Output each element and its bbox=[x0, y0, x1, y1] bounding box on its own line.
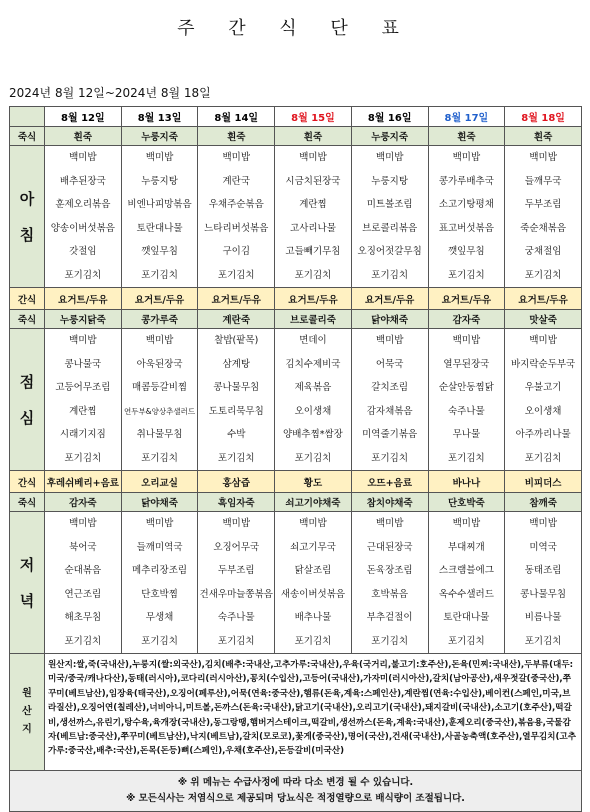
morning-snack-row-cell: 요거트/두유 bbox=[121, 288, 198, 310]
afternoon-snack-row-cell: 바나나 bbox=[428, 471, 505, 493]
lunch-porridge-row-cell: 브로콜리죽 bbox=[275, 310, 352, 329]
menu-item: 무나물 bbox=[452, 429, 481, 440]
lunch-row-day-4 bbox=[275, 329, 352, 471]
menu-item: 양배추찜*쌈장 bbox=[283, 429, 343, 440]
menu-item: 옥수수샐러드 bbox=[438, 588, 494, 600]
menu-item: 우불고기 bbox=[524, 382, 562, 393]
menu-item: 도토리묵무침 bbox=[208, 405, 264, 417]
menu-item: 백미밥 bbox=[452, 152, 481, 163]
breakfast-row-day-2 bbox=[121, 146, 198, 288]
morning-snack-row bbox=[10, 288, 582, 310]
menu-item: 근대된장국 bbox=[366, 541, 413, 553]
morning-snack-row-cell: 요거트/두유 bbox=[198, 288, 275, 310]
lunch-porridge-row-cell: 감자죽 bbox=[428, 310, 505, 329]
menu-item: 아욱된장국 bbox=[136, 358, 183, 370]
lunch-row-day-6 bbox=[428, 329, 505, 471]
menu-item: 궁채절임 bbox=[524, 246, 562, 257]
origin-label: 원 산 지 bbox=[10, 654, 45, 771]
lunch-porridge-row-cell: 맛살죽 bbox=[505, 310, 582, 329]
lunch-row-day-7 bbox=[505, 329, 582, 471]
menu-item: 느타리버섯볶음 bbox=[204, 222, 269, 234]
day-header-2: 8월 13일 bbox=[121, 107, 198, 127]
menu-item: 미역국 bbox=[529, 541, 557, 553]
menu-item: 숙주나물 bbox=[448, 405, 485, 417]
dinner-porridge-row-label: 죽식 bbox=[10, 493, 45, 512]
afternoon-snack-row-cell: 후레쉬베리+음료 bbox=[45, 471, 122, 493]
morning-snack-row-cell: 요거트/두유 bbox=[351, 288, 428, 310]
menu-item: 깻잎무침 bbox=[448, 246, 485, 257]
menu-item: 연근조림 bbox=[64, 588, 102, 600]
menu-item: 들깨무국 bbox=[524, 175, 562, 187]
menu-item: 배추된장국 bbox=[59, 175, 106, 187]
breakfast-row-label: 아 침 bbox=[10, 146, 45, 288]
dinner-row bbox=[10, 512, 582, 654]
menu-item: 백미밥 bbox=[452, 518, 481, 529]
menu-item: 오이생채 bbox=[294, 405, 332, 417]
menu-item: 고들빼기무침 bbox=[285, 246, 341, 257]
morning-snack-row-cell: 요거트/두유 bbox=[275, 288, 352, 310]
menu-item: 무생채 bbox=[145, 612, 174, 623]
menu-item: 계란국 bbox=[222, 175, 251, 187]
menu-item: 토란대나물 bbox=[136, 222, 183, 234]
menu-item: 오징어젓갈무침 bbox=[357, 246, 422, 257]
menu-item: 콩가루배추국 bbox=[438, 175, 494, 187]
menu-item: 브로콜리볶음 bbox=[362, 222, 418, 234]
menu-item: 비엔나피망볶음 bbox=[127, 199, 192, 210]
menu-item: 두부조림 bbox=[217, 565, 255, 576]
menu-item: 죽순채볶음 bbox=[520, 222, 567, 234]
day-header-6: 8월 17일 bbox=[428, 107, 505, 127]
menu-item: 포기김치 bbox=[141, 452, 178, 464]
menu-item: 포기김치 bbox=[294, 269, 332, 281]
menu-item: 훈제오리볶음 bbox=[55, 199, 111, 210]
menu-item: 포기김치 bbox=[64, 269, 102, 281]
menu-item: 미트볼조림 bbox=[366, 199, 413, 210]
menu-item: 백미밥 bbox=[222, 518, 251, 529]
menu-item: 백미밥 bbox=[375, 152, 404, 163]
weekly-menu-table bbox=[9, 106, 582, 812]
breakfast-row-day-5 bbox=[351, 146, 428, 288]
menu-item: 닭살조림 bbox=[294, 565, 332, 576]
afternoon-snack-row-label: 간식 bbox=[10, 471, 45, 493]
origin-row bbox=[10, 654, 582, 771]
menu-item: 제육볶음 bbox=[294, 382, 332, 393]
day-header-row bbox=[10, 107, 582, 127]
breakfast-porridge-row-cell: 누룽지죽 bbox=[351, 127, 428, 146]
menu-item: 백미밥 bbox=[69, 518, 97, 529]
breakfast-porridge-row-label: 죽식 bbox=[10, 127, 45, 146]
breakfast-porridge-row-cell: 흰죽 bbox=[198, 127, 275, 146]
menu-item: 백미밥 bbox=[145, 152, 174, 163]
menu-item: 찰밥(팥목) bbox=[214, 335, 259, 346]
lunch-row-day-2 bbox=[121, 329, 198, 471]
morning-snack-row-cell: 요거트/두유 bbox=[45, 288, 122, 310]
menu-item: 계란찜 bbox=[299, 199, 327, 210]
menu-item: 포기김치 bbox=[524, 452, 562, 464]
menu-item: 계란찜 bbox=[69, 405, 97, 417]
dinner-porridge-row bbox=[10, 493, 582, 512]
menu-item: 포기김치 bbox=[524, 269, 562, 281]
menu-item: 부대찌개 bbox=[448, 541, 485, 553]
corner-cell bbox=[10, 107, 45, 127]
menu-item: 단호박찜 bbox=[141, 588, 178, 600]
lunch-porridge-row bbox=[10, 310, 582, 329]
morning-snack-row-label: 간식 bbox=[10, 288, 45, 310]
menu-item: 들깨미역국 bbox=[136, 541, 183, 553]
menu-item: 갈치조림 bbox=[371, 382, 409, 393]
lunch-row-day-5 bbox=[351, 329, 428, 471]
menu-item: 바지락순두부국 bbox=[510, 358, 576, 370]
morning-snack-row-cell: 요거트/두유 bbox=[428, 288, 505, 310]
date-range: 2024년 8월 12일~2024년 8월 18일 bbox=[9, 86, 211, 100]
menu-item: 포기김치 bbox=[448, 269, 485, 281]
breakfast-row-day-6 bbox=[428, 146, 505, 288]
menu-item: 오이생채 bbox=[524, 405, 562, 417]
breakfast-row-day-1 bbox=[45, 146, 122, 288]
lunch-porridge-row-cell: 콩가루죽 bbox=[121, 310, 198, 329]
breakfast-porridge-row-cell: 흰죽 bbox=[275, 127, 352, 146]
menu-item: 호박볶음 bbox=[371, 588, 409, 600]
dinner-row-day-2 bbox=[121, 512, 198, 654]
afternoon-snack-row-cell: 홍삼즙 bbox=[198, 471, 275, 493]
dinner-row-day-3 bbox=[198, 512, 275, 654]
menu-item: 숙주나물 bbox=[217, 612, 255, 623]
menu-item: 스크램블에그 bbox=[438, 565, 494, 576]
breakfast-row-day-7 bbox=[505, 146, 582, 288]
menu-item: 포기김치 bbox=[294, 452, 332, 464]
menu-item: 포기김치 bbox=[448, 452, 485, 464]
menu-item: 양송이버섯볶음 bbox=[50, 222, 115, 234]
lunch-porridge-row-cell: 닭야채죽 bbox=[351, 310, 428, 329]
menu-item: 백미밥 bbox=[529, 335, 557, 346]
menu-item: 콩나물무침 bbox=[213, 382, 260, 393]
day-header-3: 8월 14일 bbox=[198, 107, 275, 127]
breakfast-porridge-row-cell: 흰죽 bbox=[45, 127, 122, 146]
menu-item: 포기김치 bbox=[141, 269, 178, 281]
dinner-row-day-6 bbox=[428, 512, 505, 654]
menu-item: 연두부&양상추샐러드 bbox=[124, 406, 196, 416]
menu-item: 취나물무침 bbox=[136, 429, 183, 440]
menu-item: 백미밥 bbox=[222, 152, 251, 163]
notes-row bbox=[10, 771, 582, 812]
dinner-porridge-row-cell: 쇠고기야채죽 bbox=[275, 493, 352, 512]
day-header-4: 8월 15일 bbox=[275, 107, 352, 127]
menu-item: 백미밥 bbox=[529, 518, 557, 529]
dinner-porridge-row-cell: 감자죽 bbox=[45, 493, 122, 512]
breakfast-row-day-4 bbox=[275, 146, 352, 288]
menu-item: 포기김치 bbox=[217, 269, 255, 281]
menu-item: 구이김 bbox=[222, 246, 251, 257]
menu-item: 백미밥 bbox=[69, 335, 97, 346]
breakfast-porridge-row-cell: 흰죽 bbox=[505, 127, 582, 146]
menu-item: 김치수제비국 bbox=[285, 358, 341, 370]
menu-item: 백미밥 bbox=[69, 152, 97, 163]
menu-item: 수박 bbox=[227, 429, 246, 440]
dinner-row-day-4 bbox=[275, 512, 352, 654]
menu-item: 깻잎무침 bbox=[141, 246, 178, 257]
menu-item: 포기김치 bbox=[64, 635, 102, 647]
menu-item: 감자채볶음 bbox=[366, 405, 413, 417]
menu-item: 백미밥 bbox=[529, 152, 557, 163]
menu-item: 포기김치 bbox=[141, 635, 178, 647]
day-header-7: 8월 18일 bbox=[505, 107, 582, 127]
origin-text bbox=[45, 654, 582, 771]
menu-item: 포기김치 bbox=[448, 635, 485, 647]
menu-item: 백미밥 bbox=[299, 152, 327, 163]
menu-item: 매콤등갈비찜 bbox=[132, 382, 188, 393]
menu-item: 백미밥 bbox=[375, 335, 404, 346]
menu-item: 부추겉절이 bbox=[366, 612, 413, 623]
menu-item: 면데이 bbox=[299, 335, 327, 346]
lunch-row bbox=[10, 329, 582, 471]
menu-item: 새송이버섯볶음 bbox=[280, 588, 346, 600]
menu-item: 아주까리나물 bbox=[515, 429, 571, 440]
lunch-porridge-row-cell: 누룽지닭죽 bbox=[45, 310, 122, 329]
menu-item: 콩나물무침 bbox=[520, 588, 567, 600]
menu-item: 백미밥 bbox=[375, 518, 404, 529]
afternoon-snack-row-cell: 오리교실 bbox=[121, 471, 198, 493]
breakfast-porridge-row-cell: 누룽지죽 bbox=[121, 127, 198, 146]
menu-item: 미역줄기볶음 bbox=[362, 429, 418, 440]
breakfast-porridge-row-cell: 흰죽 bbox=[428, 127, 505, 146]
menu-item: 비름나물 bbox=[524, 612, 562, 623]
menu-item: 순대볶음 bbox=[64, 565, 102, 576]
menu-item: 북어국 bbox=[69, 541, 97, 553]
afternoon-snack-row-cell: 비피더스 bbox=[505, 471, 582, 493]
menu-item: 소고기탕평채 bbox=[438, 199, 494, 210]
menu-item: 순살안동찜닭 bbox=[438, 382, 494, 393]
afternoon-snack-row bbox=[10, 471, 582, 493]
menu-item: 메추리장조림 bbox=[132, 565, 188, 576]
menu-item: 백미밥 bbox=[452, 335, 481, 346]
menu-item: 쇠고기무국 bbox=[290, 541, 336, 553]
menu-item: 포기김치 bbox=[217, 635, 255, 647]
menu-item: 시금치된장국 bbox=[285, 175, 341, 187]
menu-item: 포기김치 bbox=[524, 635, 562, 647]
dinner-porridge-row-cell: 단호박죽 bbox=[428, 493, 505, 512]
menu-item: 갓절임 bbox=[69, 246, 97, 257]
menu-item: 백미밥 bbox=[299, 518, 327, 529]
menu-item: 누룽지탕 bbox=[141, 175, 178, 187]
menu-item: 동태조림 bbox=[524, 565, 562, 576]
menu-item: 우채주순볶음 bbox=[208, 199, 264, 210]
menu-item: 열무된장국 bbox=[443, 358, 490, 370]
breakfast-row bbox=[10, 146, 582, 288]
menu-item: 고사리나물 bbox=[290, 222, 336, 234]
menu-item: 어묵국 bbox=[375, 358, 404, 370]
dinner-row-label: 저 녁 bbox=[10, 512, 45, 654]
menu-item: 백미밥 bbox=[145, 518, 174, 529]
menu-item: 콩나물국 bbox=[64, 358, 102, 370]
dinner-porridge-row-cell: 흑임자죽 bbox=[198, 493, 275, 512]
day-header-1: 8월 12일 bbox=[45, 107, 122, 127]
lunch-porridge-row-label: 죽식 bbox=[10, 310, 45, 329]
menu-item: 포기김치 bbox=[371, 452, 409, 464]
page-title: 주 간 식 단 표 bbox=[177, 18, 413, 39]
breakfast-row-day-3 bbox=[198, 146, 275, 288]
menu-item: 포기김치 bbox=[217, 452, 255, 464]
dinner-porridge-row-cell: 참치야채죽 bbox=[351, 493, 428, 512]
dinner-row-day-7 bbox=[505, 512, 582, 654]
lunch-row-day-1 bbox=[45, 329, 122, 471]
menu-item: 포기김치 bbox=[371, 269, 409, 281]
afternoon-snack-row-cell: 황도 bbox=[275, 471, 352, 493]
lunch-row-day-3 bbox=[198, 329, 275, 471]
menu-item: 시래기지짐 bbox=[59, 429, 106, 440]
menu-item: 고등어무조림 bbox=[55, 382, 111, 393]
origin-text-content: 원산지:쌀,죽(국내산),누룽지(쌀:외국산),김치(배추:국내산,고추가루:국내산),우육(국거리,불고기:호주산),돈육(민찌:국내산),두부류(대두:미국/중국/캐나다산),동태(러시아),코다리(러시아산),꽁치(수입산),고등어(국내산),가자미(러시아산),갈치(남아공산),새우젓갈(중국산),쭈꾸미(베트남산),임장육(태국산),오징어(페루산),어묵(연육:중국산),햄류(돈육,계육:스페인산),계란찜(연육:수입산),베이컨(스페인,미국,브라질산),오징어연(칠레산),너비아니,미트볼,돈까스(돈육:국내산),닭고기(국내산),오리고기(국내산),돼지갈비(국내산),소고기(호주산),떡갈비,생선까스,유린기,탕수육,육개장(국내산),동그랑땡,햄버거스테이크,떡갈비,생선까스(돈육,계육:국내산),훈제오리(중국산),볶음용,국물감자(베트남:중국산),쭈꾸미(베트남산),낙지(베트남),갈치(모로코),꽃게(중국산),명어(국산),건새(국내산),사골농축액(호주산),열무김치(고추가루:중국산,배추:국산),돈목(돈등)뼈(스페인),우채(호주산),돈등갈비(미국산) bbox=[48, 660, 577, 757]
dinner-row-day-5 bbox=[351, 512, 428, 654]
breakfast-porridge-row bbox=[10, 127, 582, 146]
afternoon-snack-row-cell: 오뜨+음료 bbox=[351, 471, 428, 493]
menu-item: 배추나물 bbox=[294, 612, 332, 623]
day-header-5: 8월 16일 bbox=[351, 107, 428, 127]
morning-snack-row-cell: 요거트/두유 bbox=[505, 288, 582, 310]
menu-item: 표고버섯볶음 bbox=[438, 222, 494, 234]
menu-item: 건새우마늘쫑볶음 bbox=[199, 588, 273, 600]
menu-item: 포기김치 bbox=[64, 452, 102, 464]
lunch-porridge-row-cell: 계란죽 bbox=[198, 310, 275, 329]
dinner-porridge-row-cell: 참깨죽 bbox=[505, 493, 582, 512]
menu-item: 포기김치 bbox=[294, 635, 332, 647]
menu-item: 포기김치 bbox=[371, 635, 409, 647]
note-line: ※ 위 메뉴는 수급사정에 따라 다소 변경 될 수 있습니다. bbox=[177, 777, 414, 788]
menu-item: 누룽지탕 bbox=[371, 175, 409, 187]
menu-item: 해초무침 bbox=[64, 612, 102, 623]
menu-item: 오징어무국 bbox=[213, 541, 260, 553]
dinner-porridge-row-cell: 닭야채죽 bbox=[121, 493, 198, 512]
menu-item: 돈육장조림 bbox=[366, 565, 413, 576]
menu-item: 삼계탕 bbox=[222, 358, 251, 370]
menu-item: 두부조림 bbox=[524, 199, 562, 210]
menu-item: 토란대나물 bbox=[443, 612, 490, 623]
menu-item: 백미밥 bbox=[145, 335, 174, 346]
notes-cell bbox=[10, 771, 582, 812]
note-line: ※ 모든식사는 저염식으로 제공되며 당뇨식은 적정열량으로 배식량이 조절됩니다. bbox=[126, 793, 465, 804]
dinner-row-day-1 bbox=[45, 512, 122, 654]
lunch-row-label: 점 심 bbox=[10, 329, 45, 471]
